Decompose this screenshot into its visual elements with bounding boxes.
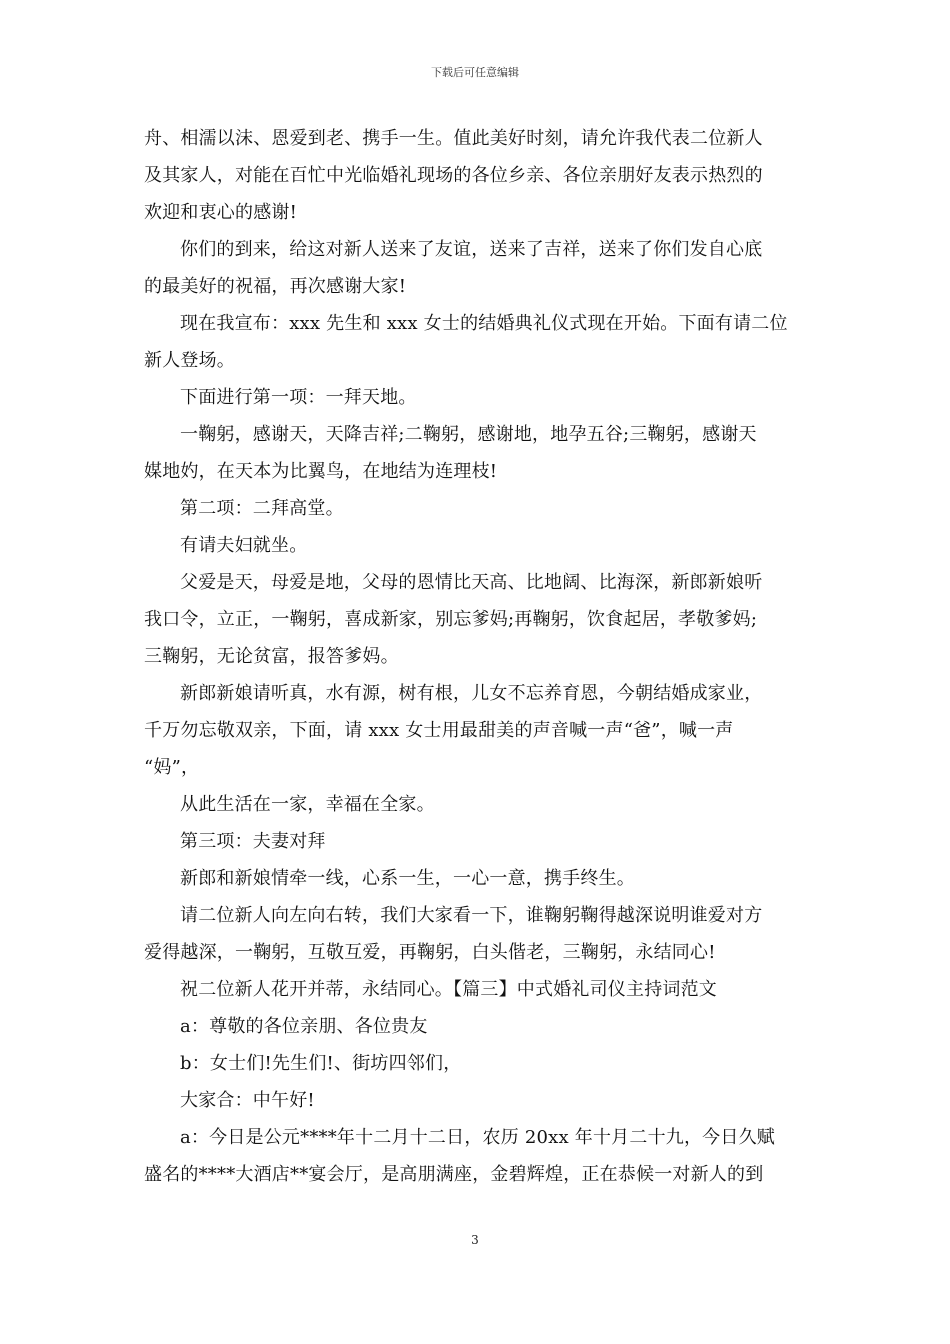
paragraph-2: 你们的到来，给这对新人送来了友谊，送来了吉祥，送来了你们发自心底 的最美好的祝福，再次感谢大家! — [144, 239, 763, 297]
paragraph-15: a：尊敬的各位亲朋、各位贵友 — [180, 1016, 428, 1037]
paragraph-13: 请二位新人向左向右转，我们大家看一下，谁鞠躬鞠得越深说明谁爱对方 爱得越深，一鞠躬，互敬互爱，再鞠躬，白头偕老，三鞠躬，永结同心! — [144, 905, 763, 963]
paragraph-10: 从此生活在一家，幸福在全家。 — [180, 794, 435, 815]
paragraph-11: 第三项：夫妻对拜 — [180, 831, 326, 852]
paragraph-9: 新郎新娘请听真，水有源，树有根，儿女不忘养育恩，今朝结婚成家业， 千万勿忘敬双亲，下面，请 xxx 女士用最甜美的声音喊一声“爸”，喊一声 “妈”， — [144, 683, 763, 778]
paragraph-5: 一鞠躬，感谢天，天降吉祥;二鞠躬，感谢地，地孕五谷;三鞠躬，感谢天 媒地妁，在天本为比翼鸟，在地结为连理枝! — [144, 424, 757, 482]
paragraph-6: 第二项：二拜高堂。 — [180, 498, 344, 519]
document-body — [144, 120, 808, 1193]
paragraph-3: 现在我宣布：xxx 先生和 xxx 女士的结婚典礼仪式现在开始。下面有请二位 新人登场。 — [144, 313, 788, 371]
paragraph-14: 祝二位新人花开并蒂，永结同心。【篇三】中式婚礼司仪主持词范文 — [180, 979, 717, 1000]
page-header: 下载后可任意编辑 — [431, 66, 519, 79]
paragraph-4: 下面进行第一项：一拜天地。 — [180, 387, 417, 408]
page-number: 3 — [471, 1233, 479, 1247]
paragraph-16: b：女士们!先生们!、街坊四邻们， — [180, 1053, 462, 1074]
paragraph-8: 父爱是天，母爱是地，父母的恩情比天高、比地阔、比海深，新郎新娘听 我口令，立正，一鞠躬，喜成新家，别忘爹妈;再鞠躬，饮食起居，孝敬爹妈; 三鞠躬，无论贫富，报答爹妈。 — [144, 572, 763, 667]
paragraph-17: 大家合：中午好! — [180, 1090, 315, 1111]
paragraph-18: a：今日是公元****年十二月十二日，农历 20xx 年十月二十九，今日久赋 盛名的****大酒店**宴会厅，是高朋满座，金碧辉煌，正在恭候一对新人的到 — [144, 1127, 775, 1185]
paragraph-1: 舟、相濡以沫、恩爱到老、携手一生。值此美好时刻，请允许我代表二位新人 及其家人，对能在百忙中光临婚礼现场的各位乡亲、各位亲朋好友表示热烈的 欢迎和衷心的感谢! — [144, 128, 763, 223]
paragraph-12: 新郎和新娘情牵一线，心系一生，一心一意，携手终生。 — [180, 868, 635, 889]
paragraph-7: 有请夫妇就坐。 — [180, 535, 308, 556]
